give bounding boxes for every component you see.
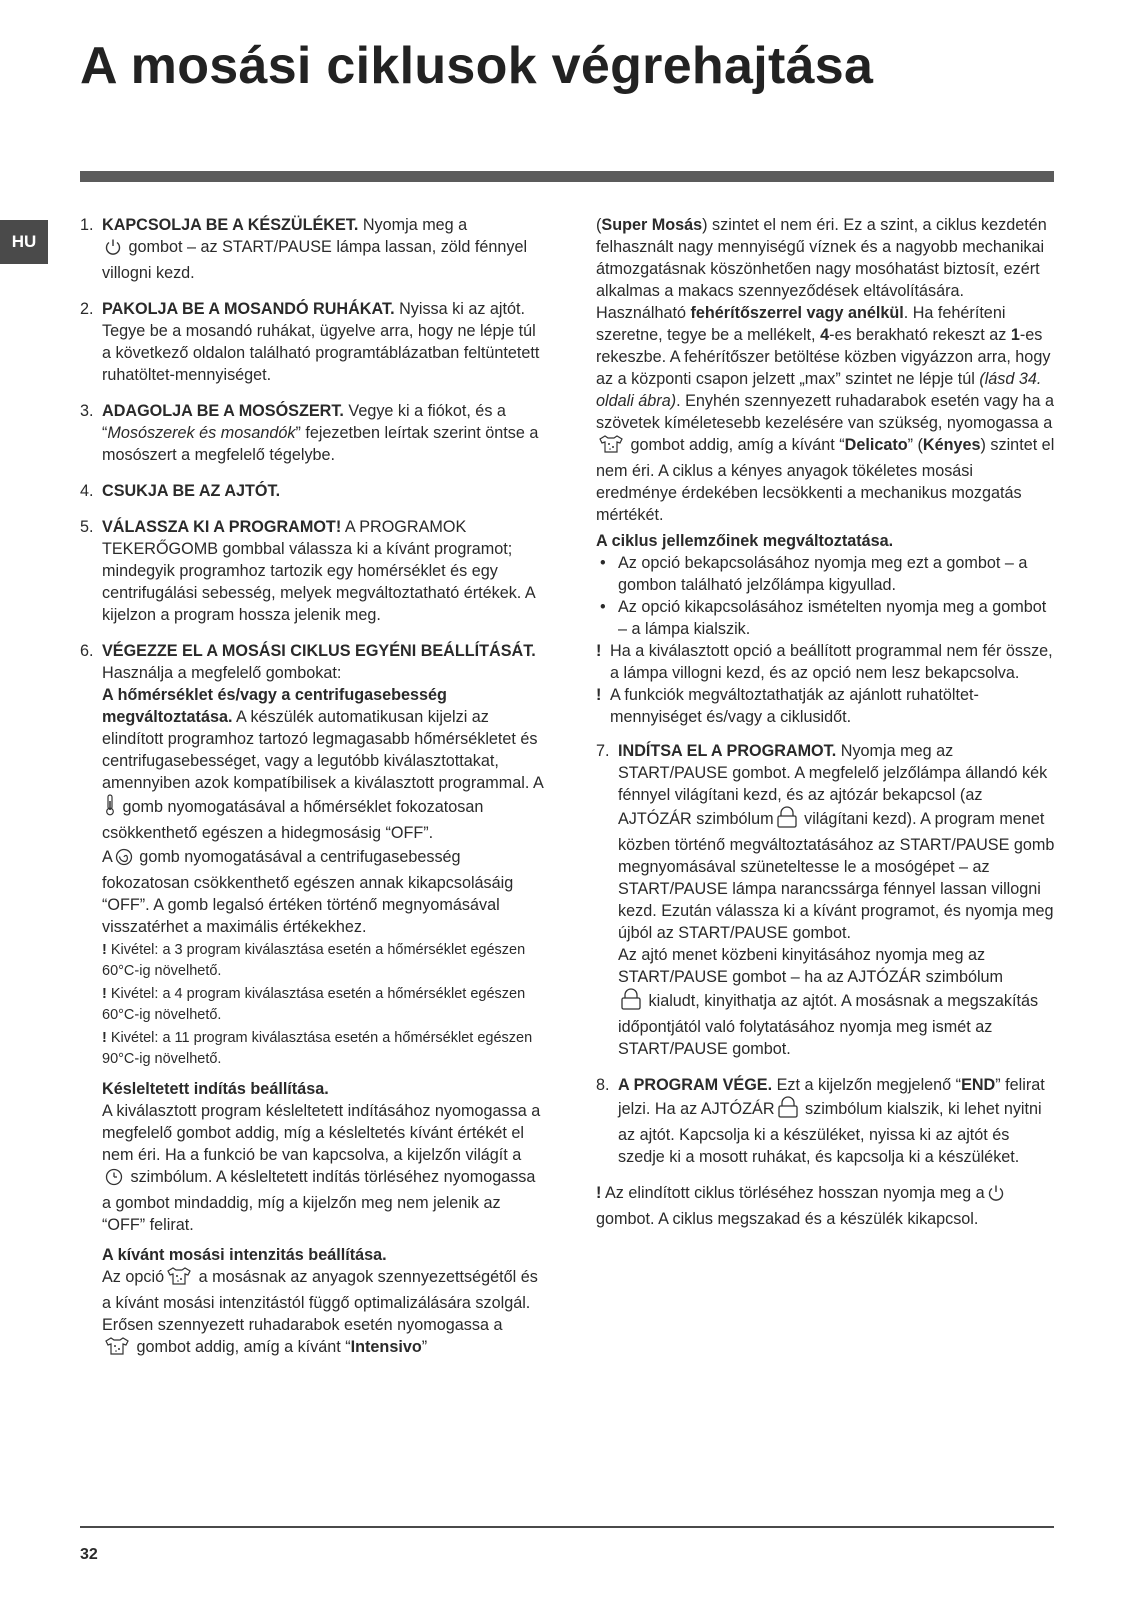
- body-text: 4: [820, 326, 830, 344]
- step-heading: VÁLASSZA KI A PROGRAMOT!: [102, 518, 342, 536]
- step-number: 2.: [80, 300, 94, 318]
- warning-mark: !: [596, 642, 602, 660]
- lock-icon: [620, 988, 642, 1016]
- shirt-stain-icon: [166, 1266, 192, 1292]
- warning-mark: !: [102, 942, 107, 958]
- step-heading: KAPCSOLJA BE A KÉSZÜLÉKET.: [102, 216, 359, 234]
- lock-icon: [777, 1096, 799, 1124]
- body-text: fehérítőszerrel vagy anélkül: [690, 304, 904, 322]
- thermometer-icon: [104, 794, 116, 822]
- step-heading: VÉGEZZE EL A MOSÁSI CIKLUS EGYÉNI BEÁLLÍTÁSÁT.: [102, 642, 536, 660]
- step-5: [80, 516, 545, 626]
- step-text: A kiválasztott program késleltetett indításához nyomogassa a megfelelő gombot addig, míg a késleltetés kívánt értékét el nem éri. Ha a funkció be van kapcsolva, a kijelzőn világít a: [102, 1102, 541, 1164]
- step-text: Használja a megfelelő gombokat:: [102, 664, 342, 682]
- step-text: a mosásnak az anyagok szennyezettségétől és a kívánt mosási intenzitástól függő optimalizálására szolgál.: [102, 1268, 538, 1312]
- step-text: Ezt a kijelzőn megjelenő “: [772, 1076, 962, 1094]
- footer-divider: [80, 1526, 1054, 1528]
- step-text: kialudt, kinyithatja az ajtót. A mosásnak a megszakítás időpontjától való folytatásához nyomja meg ismét az START/PAUSE gombot.: [618, 992, 1039, 1058]
- body-text: Delicato: [844, 436, 908, 454]
- intensity-heading: A kívánt mosási intenzitás beállítása.: [102, 1246, 387, 1264]
- step-text: szimbólum kialszik, ki lehet nyitni az ajtót. Kapcsolja ki a készüléket, nyissa ki az ajtót és szedje ki a mosott ruhákat, és kapcsolja ki a készüléket.: [618, 1100, 1042, 1166]
- right-column: [596, 214, 1058, 1230]
- spin-icon: [115, 848, 133, 872]
- step-3: [80, 400, 545, 466]
- warning-mark: !: [102, 1030, 107, 1046]
- delay-heading: Késleltetett indítás beállítása.: [102, 1080, 329, 1098]
- step-heading: CSUKJA BE AZ AJTÓT.: [102, 482, 281, 500]
- warning-mark: !: [596, 1184, 602, 1202]
- step-text: Az opció: [102, 1268, 165, 1286]
- step-text: Vegye ki a fiókot, és a “: [102, 402, 506, 442]
- intensity-continuation: [596, 214, 1058, 526]
- body-text: . Enyhén szennyezett ruhadarabok esetén vagy ha a szövetek kíméletesebb kezelésére van szükség, nyomogassa a: [596, 392, 1055, 432]
- warning-text: A funkciók megváltoztathatják az ajánlott ruhatöltet-mennyiséget és/vagy a ciklusidőt.: [610, 686, 979, 726]
- body-text: ) szintet el nem éri. A ciklus a kényes anyagok tökéletes mosási eredménye érdekében lecsökkenti a mechanikus mozgatás mértékét.: [596, 436, 1055, 524]
- step-1: [80, 214, 545, 284]
- step-text: A: [102, 848, 113, 866]
- step-heading: INDÍTSA EL A PROGRAMOT.: [618, 742, 837, 760]
- step-text: Intensivo: [350, 1338, 422, 1356]
- page-number: 32: [80, 1546, 98, 1563]
- note-text: Kivétel: a 3 program kiválasztása esetén a hőmérséklet egészen 60°C-ig növelhető.: [102, 942, 526, 979]
- step-number: 8.: [596, 1076, 610, 1094]
- step-text: gomb nyomogatásával a hőmérséklet fokozatosan csökkenthető egészen a hidegmosásig “OFF”.: [102, 798, 484, 842]
- step-text: Nyomja meg a: [358, 216, 468, 234]
- shirt-stain-icon: [104, 1336, 130, 1362]
- step-text: ” fejezetben leírtak szerint öntse a mosószert a megfelelő tégelybe.: [102, 424, 539, 464]
- step-text: ” felirat jelzi. Ha az AJTÓZÁR: [618, 1076, 1045, 1118]
- body-text: -es rekeszbe. A fehérítőszer betöltése közben vigyázzon arra, hogy az a központi csapon jelzett „max” szintet ne lépje túl: [596, 326, 1051, 388]
- step-number: 3.: [80, 402, 94, 420]
- list-item: • Az opció kikapcsolásához ismételten nyomja meg a gombot – a lámpa kialszik.: [596, 596, 1058, 640]
- step-heading: A PROGRAM VÉGE.: [618, 1076, 773, 1094]
- features-list: [596, 552, 1058, 640]
- step-text: Mosószerek és mosandók: [107, 424, 296, 442]
- step-text: gombot addig, amíg a kívánt “: [132, 1338, 351, 1356]
- step-number: 5.: [80, 518, 94, 536]
- body-text: Super Mosás: [601, 216, 703, 234]
- step-text: gombot – az START/PAUSE lámpa lassan, zöld fénnyel villogni kezd.: [102, 238, 528, 282]
- note-text: Kivétel: a 4 program kiválasztása esetén a hőmérséklet egészen 60°C-ig növelhető.: [102, 986, 526, 1023]
- warning-mark: !: [102, 986, 107, 1002]
- step-4: [80, 480, 545, 502]
- body-text: Kényes: [922, 436, 981, 454]
- header-divider: [80, 171, 1054, 182]
- body-text: ” (: [907, 436, 923, 454]
- body-text: (lásd 34. oldali ábra): [596, 370, 1042, 410]
- lock-icon: [776, 806, 798, 834]
- language-tab: HU: [0, 220, 48, 264]
- step-text: gomb nyomogatásával a centrifugasebesség fokozatosan csökkenthető egészen annak kikapcsolásáig “OFF”. A gomb legalsó értéken történő megnyomásával visszatérhet a maximális értékekhez.: [102, 848, 514, 936]
- temperature-heading: A hőmérséklet és/vagy a centrifugasebesség megváltoztatása.: [102, 686, 447, 726]
- step-7: [596, 740, 1058, 1060]
- body-text: 1: [1010, 326, 1020, 344]
- power-icon: [104, 238, 122, 262]
- note-text: Kivétel: a 11 program kiválasztása esetén a hőmérséklet egészen 90°C-ig növelhető.: [102, 1030, 533, 1067]
- step-text: Erősen szennyezett ruhadarabok esetén nyomogassa a: [102, 1316, 503, 1334]
- body-text: -es berakható rekeszt az: [829, 326, 1011, 344]
- step-text: Nyissa ki az ajtót. Tegye be a mosandó ruhákat, ügyelve arra, hogy ne lépje túl a következő oldalon található programtáblázatban feltüntetett ruhatöltet-mennyiséget.: [102, 300, 540, 384]
- warning-text: gombot. A ciklus megszakad és a készülék kikapcsol.: [596, 1210, 979, 1228]
- body-text: (: [596, 216, 602, 234]
- step-number: 1.: [80, 216, 94, 234]
- step-2: [80, 298, 545, 386]
- step-number: 4.: [80, 482, 94, 500]
- step-text: Az ajtó menet közbeni kinyitásához nyomja meg az START/PAUSE gombot – ha az AJTÓZÁR szimbólum: [618, 946, 1004, 986]
- warning-text: Az elindított ciklus törléséhez hosszan nyomja meg a: [601, 1184, 985, 1202]
- step-8: [596, 1074, 1058, 1168]
- step-text: világítani kezd). A program menet közben történő megváltoztatásához az START/PAUSE gomb megnyomásával szüneteltesse le a mosógépet – az START/PAUSE lámpa narancssárga fénnyel lassan villogni kezd. Ezután válassza ki a kívánt programot, és nyomja meg újból az START/PAUSE gombot.: [618, 810, 1055, 942]
- step-text: Nyomja meg az START/PAUSE gombot. A megfelelő jelzőlámpa állandó kék fénnyel világítani kezd, és az ajtózár bekapcsol (az AJTÓZÁR szimbólum: [618, 742, 1048, 828]
- step-text: szimbólum. A késleltetett indítás törléséhez nyomogassa a gombot mindaddig, míg a kijelzőn meg nem jelenik az “OFF” felirat.: [102, 1168, 536, 1234]
- step-6: [80, 640, 545, 1362]
- step-text: ”: [421, 1338, 428, 1356]
- cancel-note: [596, 1182, 1058, 1230]
- step-number: 6.: [80, 642, 94, 660]
- warning-text: Ha a kiválasztott opció a beállított programmal nem fér össze, a lámpa villogni kezd, és az opció nem lesz bekapcsolva.: [610, 642, 1053, 682]
- page-title: A mosási ciklusok végrehajtása: [80, 37, 874, 95]
- step-text: END: [961, 1076, 996, 1094]
- body-text: . Ha fehéríteni szeretne, tegye be a mellékelt,: [596, 304, 1006, 344]
- step-number: 7.: [596, 742, 610, 760]
- step-heading: PAKOLJA BE A MOSANDÓ RUHÁKAT.: [102, 300, 395, 318]
- warning-mark: !: [596, 686, 602, 704]
- body-text: ) szintet el nem éri. Ez a szint, a ciklus kezdetén felhasznált nagy mennyiségű víznek és a nagyobb mechanikai átmozgatásnak köszönhetően nagy mosóhatást biztosít, ezért alkalmas a makacs szennyeződések eltávolítására. Használható: [596, 216, 1047, 322]
- step-text: A készülék automatikusan kijelzi az elindított programhoz tartozó legmagasabb hőmérsékletet és centrifugasebességet, vagy a legutóbb kiválasztottakat, amennyiben azok kompatíbilisek a kiválasztott programmal. A: [102, 708, 544, 792]
- power-icon: [987, 1184, 1005, 1208]
- shirt-stain-icon: [598, 434, 624, 460]
- step-heading: ADAGOLJA BE A MOSÓSZERT.: [102, 402, 344, 420]
- body-text: gombot addig, amíg a kívánt “: [626, 436, 845, 454]
- left-column: [80, 214, 545, 1376]
- features-heading: A ciklus jellemzőinek megváltoztatása.: [596, 532, 894, 550]
- list-item: • Az opció bekapcsolásához nyomja meg ezt a gombot – a gombon található jelzőlámpa kigyullad.: [596, 552, 1058, 596]
- clock-icon: [104, 1168, 124, 1192]
- step-text: A PROGRAMOK TEKERŐGOMB gombbal válassza ki a kívánt programot; mindegyik programhoz tartozik egy homérséklet és egy centrifugálási sebesség, melyek megváltoztatható értékek. A kijelzon a program hossza jelenik meg.: [102, 518, 535, 624]
